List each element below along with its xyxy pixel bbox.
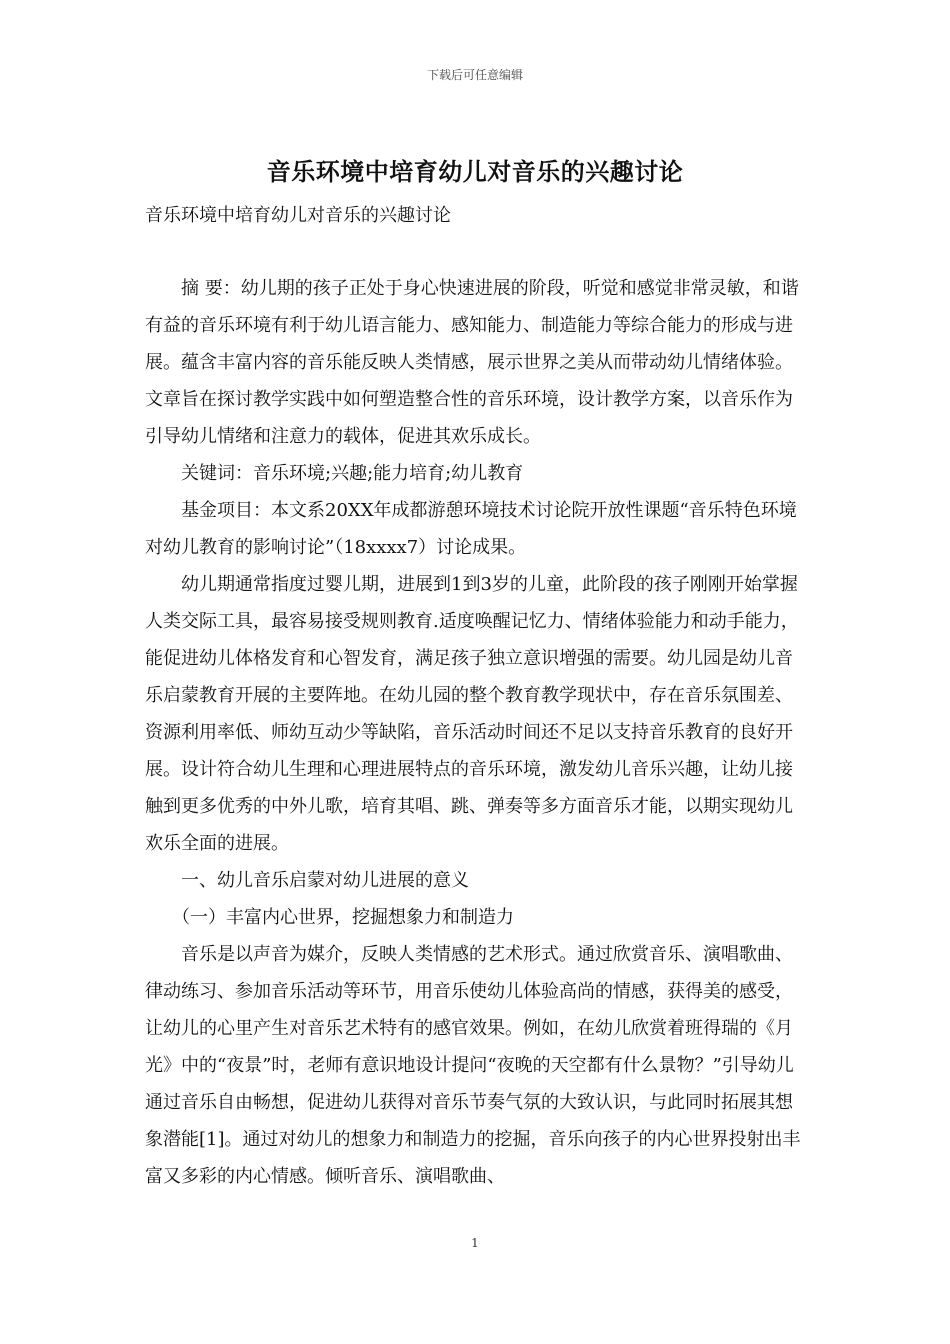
body-paragraph: 音乐是以声音为媒介，反映人类情感的艺术形式。通过欣赏音乐、演唱歌曲、律动练习、参加音乐活动等环节，用音乐使幼儿体验高尚的情感，获得美的感受，让幼儿的心里产生对音乐艺术特有的感官效果。例如，在幼儿欣赏着班得瑞的《月光》中的“夜景”时，老师有意识地设计提问“夜晚的天空都有什么景物？”引导幼儿通过音乐自由畅想，促进幼儿获得对音乐节奏气氛的大致认识，与此同时拓展其想象潜能[1]。通过对幼儿的想象力和制造力的挖掘，音乐向孩子的内心世界投射出丰富又多彩的内心情感。倾听音乐、演唱歌曲、 bbox=[145, 944, 801, 1187]
document-subtitle: 音乐环境中培育幼儿对音乐的兴趣讨论 bbox=[145, 205, 451, 226]
document-body bbox=[145, 270, 807, 1195]
document-title: 音乐环境中培育幼儿对音乐的兴趣讨论 bbox=[266, 157, 684, 186]
subsection-heading: （一）丰富内心世界，挖掘想象力和制造力 bbox=[172, 907, 514, 928]
section-heading: 一、幼儿音乐启蒙对幼儿进展的意义 bbox=[181, 870, 469, 891]
intro-paragraph: 幼儿期通常指度过婴儿期，进展到1到3岁的儿童，此阶段的孩子刚刚开始掌握人类交际工具，最容易接受规则教育.适度唤醒记忆力、情绪体验能力和动手能力，能促进幼儿体格发育和心智发育，满足孩子独立意识增强的需要。幼儿园是幼儿音乐启蒙教育开展的主要阵地。在幼儿园的整个教育教学现状中，存在音乐氛围差、资源利用率低、师幼互动少等缺陷，音乐活动时间还不足以支持音乐教育的良好开展。设计符合幼儿生理和心理进展特点的音乐环境，激发幼儿音乐兴趣，让幼儿接触到更多优秀的中外儿歌，培育其唱、跳、弹奏等多方面音乐才能，以期实现幼儿欢乐全面的进展。 bbox=[145, 574, 799, 854]
funding-paragraph: 基金项目：本文系20XX年成都游憩环境技术讨论院开放性课题“音乐特色环境对幼儿教育的影响讨论”（18xxxx7）讨论成果。 bbox=[145, 500, 797, 558]
page-number: 1 bbox=[471, 1236, 479, 1250]
header-note: 下载后可任意编辑 bbox=[426, 68, 523, 82]
abstract-paragraph: 摘 要：幼儿期的孩子正处于身心快速进展的阶段，听觉和感觉非常灵敏，和谐有益的音乐环境有利于幼儿语言能力、感知能力、制造能力等综合能力的形成与进展。蕴含丰富内容的音乐能反映人类情感，展示世界之美从而带动幼儿情绪体验。文章旨在探讨教学实践中如何塑造整合性的音乐环境，设计教学方案，以音乐作为引导幼儿情绪和注意力的载体，促进其欢乐成长。 bbox=[145, 278, 799, 447]
keywords-paragraph: 关键词：音乐环境;兴趣;能力培育;幼儿教育 bbox=[181, 463, 524, 484]
